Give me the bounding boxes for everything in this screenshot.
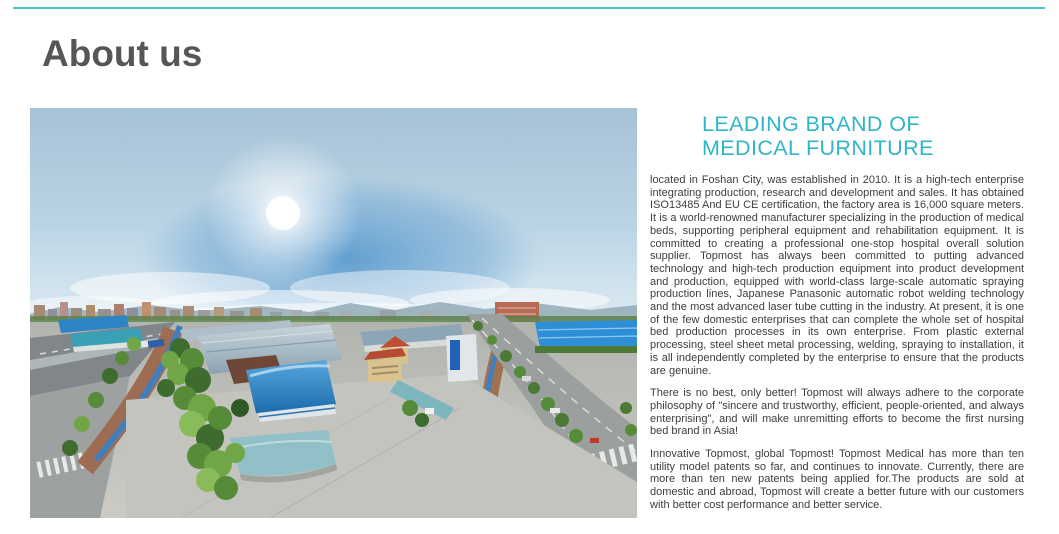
far-right-factory xyxy=(535,320,637,353)
headline-line-1: LEADING BRAND OF xyxy=(702,112,920,136)
about-text-column xyxy=(650,108,1024,522)
top-divider xyxy=(13,7,1045,9)
about-paragraph-3: Innovative Topmost, global Topmost! Topmost Medical has more than ten utility model patents so far, and continues to innovate. Currently, there are more than ten new patents being applied for.The products are sold at domestic and abroad, Topmost will create a better future with our customers with better cost performance and better service. xyxy=(650,448,1024,511)
headline-line-2: MEDICAL FURNITURE xyxy=(702,136,934,160)
factory-aerial-photo xyxy=(30,108,637,518)
section-headline xyxy=(702,112,1024,160)
page-title: About us xyxy=(42,33,203,74)
sun-glare-icon xyxy=(205,135,361,291)
about-paragraph-2: There is no best, only better! Topmost will always adhere to the corporate philosophy of "sincere and trustworthy, efficient, people-oriented, and always enterprising", and will make unremitting efforts to become the first nursing bed brand in Asia! xyxy=(650,387,1024,438)
about-paragraph-1: located in Foshan City, was established in 2010. It is a high-tech enterprise integrating production, research and development and sales. It has obtained ISO13485 And EU CE certification, the factory area is 16,000 square meters. It is a world-renowned manufacturer specializing in the production of medical beds, supporting peripheral equipment and rehabilitation equipment. It is committed to creating a professional one-stop hospital overall solution supplier. Topmost has always been committed to putting advanced technology and high-tech production equipment into product development and production, equipped with world-class large-scale automatic spraying production lines, Japanese Panasonic automatic robot welding technology and the most advanced laser tube cutting in the industry. At present, it is one of the few domestic enterprises that can complete the whole set of hospital bed production processes in its own enterprise. From plastic external processing, steel sheet metal processing, welding, spraying to installation, it is all independently completed by the enterprise to ensure that the products are genuine. xyxy=(650,174,1024,377)
